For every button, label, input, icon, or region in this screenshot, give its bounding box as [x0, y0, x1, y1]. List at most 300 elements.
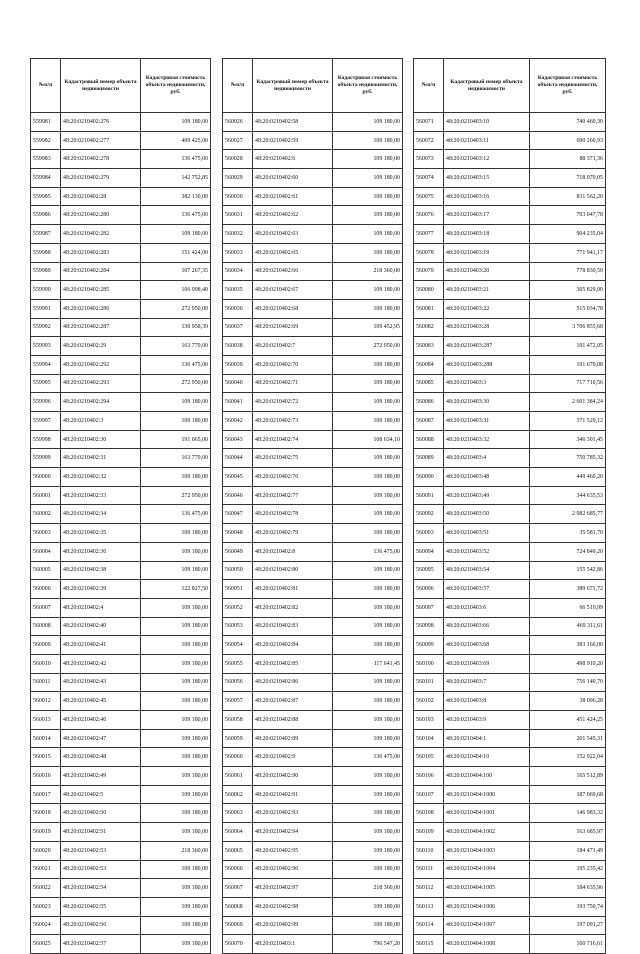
row-number: 559991: [31, 299, 61, 318]
cadastral-number: 48:20:0210402:57: [61, 935, 141, 954]
cadastral-value: 109 180,00: [333, 561, 403, 580]
cadastral-number: 48:20:0210402:294: [61, 393, 141, 412]
cadastral-value: 718 070,05: [530, 169, 606, 188]
cadastral-number: 48:20:0210403:1: [253, 935, 333, 954]
cadastral-number: 48:20:0210402:86: [253, 673, 333, 692]
table-row: [414, 206, 606, 225]
cadastral-number: 48:20:0210402:278: [61, 150, 141, 169]
table-row: [31, 935, 211, 954]
row-number: 560082: [414, 318, 444, 337]
cadastral-value: 109 180,00: [333, 785, 403, 804]
cadastral-number: 48:20:0210402:54: [61, 879, 141, 898]
table-row: [31, 150, 211, 169]
row-number: 560073: [414, 150, 444, 169]
cadastral-value: 740 460,30: [530, 113, 606, 132]
cadastral-value: 109 180,00: [333, 393, 403, 412]
cadastral-number: 48:20:0210403:10: [444, 113, 530, 132]
row-number: 560005: [31, 561, 61, 580]
table-row: [414, 561, 606, 580]
cadastral-number: 48:20:0210403:288: [444, 355, 530, 374]
table-row: [414, 692, 606, 711]
cadastral-number: 48:20:0210402:55: [61, 897, 141, 916]
cadastral-value: 136 475,00: [141, 206, 211, 225]
row-number: 560010: [31, 654, 61, 673]
table-row: [223, 916, 403, 935]
cadastral-value: 469 311,61: [530, 617, 606, 636]
row-number: 560109: [414, 823, 444, 842]
row-number: 560071: [414, 113, 444, 132]
cadastral-number: 48:20:0210402:34: [61, 505, 141, 524]
cadastral-number: 48:20:0210402:90: [253, 767, 333, 786]
cadastral-number: 48:20:0210402:28: [61, 187, 141, 206]
cadastral-value: 109 180,00: [333, 823, 403, 842]
cadastral-number: 48:20:0210402:60: [253, 169, 333, 188]
table-row: [223, 169, 403, 188]
row-number: 560101: [414, 673, 444, 692]
cadastral-number: 48:20:0210404:1006: [444, 897, 530, 916]
registry-table-1: [30, 58, 211, 954]
cadastral-value: 109 180,00: [141, 935, 211, 954]
cadastral-value: 191 670,08: [530, 355, 606, 374]
row-number: 560040: [223, 374, 253, 393]
cadastral-value: 778 830,50: [530, 262, 606, 281]
cadastral-value: 109 180,00: [333, 150, 403, 169]
table-row: [31, 505, 211, 524]
cadastral-number: 48:20:0210403:3: [444, 374, 530, 393]
cadastral-value: 109 180,00: [333, 916, 403, 935]
row-number: 559986: [31, 206, 61, 225]
cadastral-number: 48:20:0210402:79: [253, 524, 333, 543]
cadastral-number: 48:20:0210402:53: [61, 860, 141, 879]
row-number: 560007: [31, 598, 61, 617]
cadastral-value: 130 958,39: [141, 318, 211, 337]
row-number: 560014: [31, 729, 61, 748]
header-num: №п/п: [31, 59, 61, 113]
row-number: 560080: [414, 281, 444, 300]
row-number: 560021: [31, 860, 61, 879]
row-number: 560002: [31, 505, 61, 524]
row-number: 560055: [223, 654, 253, 673]
cadastral-value: 703 047,78: [530, 206, 606, 225]
cadastral-value: 109 180,00: [333, 860, 403, 879]
row-number: 560084: [414, 355, 444, 374]
cadastral-number: 48:20:0210402:88: [253, 711, 333, 730]
cadastral-number: 48:20:0210402:35: [61, 524, 141, 543]
cadastral-number: 48:20:0210402:277: [61, 131, 141, 150]
cadastral-value: 109 180,00: [141, 598, 211, 617]
row-number: 560051: [223, 580, 253, 599]
cadastral-number: 48:20:0210404:1005: [444, 879, 530, 898]
cadastral-number: 48:20:0210402:40: [61, 617, 141, 636]
row-number: 560114: [414, 916, 444, 935]
table-row: [414, 281, 606, 300]
row-number: 560015: [31, 748, 61, 767]
cadastral-number: 48:20:0210402:66: [253, 262, 333, 281]
cadastral-value: 904 235,04: [530, 225, 606, 244]
cadastral-number: 48:20:0210402:6: [253, 150, 333, 169]
cadastral-number: 48:20:0210402:68: [253, 299, 333, 318]
cadastral-value: 142 752,85: [141, 169, 211, 188]
cadastral-number: 48:20:0210402:71: [253, 374, 333, 393]
table-row: [31, 542, 211, 561]
cadastral-number: 48:20:0210402:50: [61, 804, 141, 823]
table-row: [31, 692, 211, 711]
row-number: 560035: [223, 281, 253, 300]
table-row: [31, 711, 211, 730]
cadastral-value: 109 180,00: [333, 692, 403, 711]
header-row: [31, 59, 211, 113]
table-row: [31, 169, 211, 188]
row-number: 560038: [223, 337, 253, 356]
table-row: [414, 879, 606, 898]
cadastral-number: 48:20:0210403:16: [444, 187, 530, 206]
row-number: 560047: [223, 505, 253, 524]
row-number: 560028: [223, 150, 253, 169]
cadastral-value: 122 827,50: [141, 580, 211, 599]
header-cadastral-number: Кадастровый номер объекта недвижимости: [444, 59, 530, 113]
cadastral-number: 48:20:0210402:9: [253, 748, 333, 767]
cadastral-value: 88 371,36: [530, 150, 606, 169]
table-row: [31, 355, 211, 374]
row-number: 560016: [31, 767, 61, 786]
row-number: 559995: [31, 374, 61, 393]
cadastral-number: 48:20:0210402:285: [61, 281, 141, 300]
cadastral-value: 109 180,00: [333, 767, 403, 786]
cadastral-value: 136 475,00: [333, 748, 403, 767]
cadastral-value: 109 180,00: [141, 748, 211, 767]
table-row: [414, 748, 606, 767]
cadastral-value: 451 424,25: [530, 711, 606, 730]
cadastral-number: 48:20:0210403:15: [444, 169, 530, 188]
cadastral-number: 48:20:0210403:66: [444, 617, 530, 636]
table-row: [414, 113, 606, 132]
cadastral-number: 48:20:0210403:31: [444, 412, 530, 431]
cadastral-number: 48:20:0210402:4: [61, 598, 141, 617]
cadastral-number: 48:20:0210404:1001: [444, 804, 530, 823]
table-row: [31, 262, 211, 281]
table-row: [414, 542, 606, 561]
cadastral-number: 48:20:0210402:78: [253, 505, 333, 524]
row-number: 560037: [223, 318, 253, 337]
cadastral-number: 48:20:0210402:83: [253, 617, 333, 636]
cadastral-value: 2 601 384,24: [530, 393, 606, 412]
table-row: [31, 767, 211, 786]
row-number: 560001: [31, 486, 61, 505]
row-number: 560024: [31, 916, 61, 935]
row-number: 559993: [31, 337, 61, 356]
cadastral-number: 48:20:0210402:293: [61, 374, 141, 393]
cadastral-value: 109 180,00: [333, 187, 403, 206]
cadastral-number: 48:20:0210403:21: [444, 281, 530, 300]
row-number: 560059: [223, 729, 253, 748]
table-row: [223, 187, 403, 206]
header-row: [414, 59, 606, 113]
table-row: [414, 804, 606, 823]
row-number: 560034: [223, 262, 253, 281]
row-number: 560042: [223, 412, 253, 431]
cadastral-number: 48:20:0210402:48: [61, 748, 141, 767]
table-row: [223, 879, 403, 898]
cadastral-number: 48:20:0210402:47: [61, 729, 141, 748]
row-number: 560049: [223, 542, 253, 561]
row-number: 560096: [414, 580, 444, 599]
table-row: [414, 617, 606, 636]
cadastral-value: 151 424,00: [141, 243, 211, 262]
cadastral-value: 796 547,20: [333, 935, 403, 954]
cadastral-number: 48:20:0210402:76: [253, 468, 333, 487]
cadastral-value: 136 475,00: [333, 542, 403, 561]
table-row: [414, 318, 606, 337]
cadastral-number: 48:20:0210402:81: [253, 580, 333, 599]
cadastral-value: 109 180,00: [141, 897, 211, 916]
table-row: [414, 150, 606, 169]
cadastral-value: 498 910,20: [530, 654, 606, 673]
cadastral-number: 48:20:0210403:32: [444, 430, 530, 449]
cadastral-value: 109 180,00: [333, 113, 403, 132]
cadastral-value: 66 510,99: [530, 598, 606, 617]
table-row: [414, 262, 606, 281]
cadastral-number: 48:20:0210404:1004: [444, 860, 530, 879]
table-row: [31, 187, 211, 206]
row-number: 560098: [414, 617, 444, 636]
cadastral-value: 382 130,00: [141, 187, 211, 206]
row-number: 560092: [414, 505, 444, 524]
cadastral-value: 109 180,00: [141, 113, 211, 132]
row-number: 560000: [31, 468, 61, 487]
cadastral-value: 163 770,00: [141, 449, 211, 468]
row-number: 560097: [414, 598, 444, 617]
table-row: [31, 841, 211, 860]
row-number: 559999: [31, 449, 61, 468]
table-row: [31, 598, 211, 617]
cadastral-number: 48:20:0210402:280: [61, 206, 141, 225]
cadastral-number: 48:20:0210403:18: [444, 225, 530, 244]
cadastral-value: 272 950,00: [141, 486, 211, 505]
cadastral-number: 48:20:0210402:292: [61, 355, 141, 374]
cadastral-number: 48:20:0210402:61: [253, 187, 333, 206]
cadastral-number: 48:20:0210402:46: [61, 711, 141, 730]
row-number: 560004: [31, 542, 61, 561]
cadastral-number: 48:20:0210402:5: [61, 785, 141, 804]
table-row: [414, 169, 606, 188]
row-number: 560103: [414, 711, 444, 730]
table-row: [223, 299, 403, 318]
table-row: [31, 243, 211, 262]
cadastral-number: 48:20:0210402:77: [253, 486, 333, 505]
cadastral-value: 690 260,93: [530, 131, 606, 150]
row-number: 560089: [414, 449, 444, 468]
cadastral-value: 136 475,00: [141, 505, 211, 524]
row-number: 560087: [414, 412, 444, 431]
table-row: [31, 673, 211, 692]
row-number: 559998: [31, 430, 61, 449]
table-row: [223, 113, 403, 132]
cadastral-value: 184 471,49: [530, 841, 606, 860]
table-row: [223, 617, 403, 636]
cadastral-number: 48:20:0210403:19: [444, 243, 530, 262]
cadastral-value: 109 180,00: [141, 692, 211, 711]
row-number: 560061: [223, 767, 253, 786]
cadastral-number: 48:20:0210403:8: [444, 692, 530, 711]
cadastral-value: 756 140,70: [530, 673, 606, 692]
table-row: [414, 897, 606, 916]
row-number: 560095: [414, 561, 444, 580]
cadastral-value: 109 180,00: [333, 374, 403, 393]
cadastral-number: 48:20:0210402:59: [253, 131, 333, 150]
cadastral-value: 109 180,00: [141, 654, 211, 673]
row-number: 560052: [223, 598, 253, 617]
table-row: [223, 748, 403, 767]
table-row: [31, 860, 211, 879]
row-number: 560108: [414, 804, 444, 823]
row-number: 560112: [414, 879, 444, 898]
row-number: 560057: [223, 692, 253, 711]
row-number: 560086: [414, 393, 444, 412]
cadastral-value: 109 180,00: [141, 468, 211, 487]
row-number: 559984: [31, 169, 61, 188]
table-row: [223, 449, 403, 468]
row-number: 560046: [223, 486, 253, 505]
cadastral-number: 48:20:0210402:95: [253, 841, 333, 860]
row-number: 560104: [414, 729, 444, 748]
row-number: 560039: [223, 355, 253, 374]
row-number: 560066: [223, 860, 253, 879]
table-row: [31, 486, 211, 505]
cadastral-value: 109 180,00: [141, 711, 211, 730]
cadastral-value: 106 998,40: [141, 281, 211, 300]
cadastral-number: 48:20:0210403:30: [444, 393, 530, 412]
cadastral-value: 409 425,00: [141, 131, 211, 150]
row-number: 560072: [414, 131, 444, 150]
table-row: [31, 468, 211, 487]
table-row: [31, 281, 211, 300]
table-row: [31, 113, 211, 132]
table-row: [414, 430, 606, 449]
row-number: 560102: [414, 692, 444, 711]
table-row: [223, 598, 403, 617]
cadastral-number: 48:20:0210403:51: [444, 524, 530, 543]
cadastral-number: 48:20:0210402:36: [61, 542, 141, 561]
table-row: [223, 468, 403, 487]
table-row: [223, 430, 403, 449]
cadastral-value: 750 785,32: [530, 449, 606, 468]
header-num: №п/п: [414, 59, 444, 113]
cadastral-number: 48:20:0210403:50: [444, 505, 530, 524]
cadastral-number: 48:20:0210402:56: [61, 916, 141, 935]
table-row: [31, 729, 211, 748]
table-row: [31, 412, 211, 431]
cadastral-number: 48:20:0210404:1008: [444, 935, 530, 954]
table-row: [223, 823, 403, 842]
row-number: 560069: [223, 916, 253, 935]
table-row: [31, 879, 211, 898]
cadastral-number: 48:20:0210402:33: [61, 486, 141, 505]
cadastral-value: 109 180,00: [141, 561, 211, 580]
cadastral-value: 771 941,17: [530, 243, 606, 262]
cadastral-value: 152 922,04: [530, 748, 606, 767]
row-number: 560008: [31, 617, 61, 636]
cadastral-number: 48:20:0210403:20: [444, 262, 530, 281]
table-row: [414, 580, 606, 599]
table-row: [223, 412, 403, 431]
cadastral-number: 48:20:0210404:1002: [444, 823, 530, 842]
cadastral-number: 48:20:0210403:6: [444, 598, 530, 617]
cadastral-number: 48:20:0210403:11: [444, 131, 530, 150]
table-row: [31, 318, 211, 337]
cadastral-number: 48:20:0210402:85: [253, 654, 333, 673]
row-number: 560044: [223, 449, 253, 468]
row-number: 560100: [414, 654, 444, 673]
table-row: [31, 823, 211, 842]
cadastral-value: 831 562,20: [530, 187, 606, 206]
cadastral-value: 344 635,53: [530, 486, 606, 505]
cadastral-number: 48:20:0210402:80: [253, 561, 333, 580]
cadastral-number: 48:20:0210402:53: [61, 841, 141, 860]
table-row: [31, 430, 211, 449]
cadastral-number: 48:20:0210402:283: [61, 243, 141, 262]
row-number: 560091: [414, 486, 444, 505]
row-number: 560019: [31, 823, 61, 842]
table-row: [223, 524, 403, 543]
table-row: [31, 206, 211, 225]
cadastral-value: 109 180,00: [141, 636, 211, 655]
cadastral-number: 48:20:0210402:31: [61, 449, 141, 468]
cadastral-value: 109 180,00: [333, 355, 403, 374]
row-number: 560043: [223, 430, 253, 449]
cadastral-number: 48:20:0210402:279: [61, 169, 141, 188]
cadastral-value: 109 180,00: [333, 580, 403, 599]
cadastral-number: 48:20:0210402:43: [61, 673, 141, 692]
table-row: [223, 374, 403, 393]
table-row: [31, 393, 211, 412]
cadastral-number: 48:20:0210402:58: [253, 113, 333, 132]
cadastral-value: 107 267,35: [141, 262, 211, 281]
cadastral-number: 48:20:0210402:87: [253, 692, 333, 711]
table-row: [414, 355, 606, 374]
table-row: [223, 131, 403, 150]
cadastral-value: 163 685,97: [530, 823, 606, 842]
table-row: [223, 636, 403, 655]
table-row: [31, 449, 211, 468]
table-row: [223, 561, 403, 580]
table-row: [414, 823, 606, 842]
row-number: 560068: [223, 897, 253, 916]
row-number: 559997: [31, 412, 61, 431]
header-cadastral-value: Кадастровая стоимость объекта недвижимости, руб.: [333, 59, 403, 113]
cadastral-value: 160 716,61: [530, 935, 606, 954]
cadastral-value: 109 180,00: [333, 412, 403, 431]
table-row: [414, 524, 606, 543]
cadastral-value: 109 180,00: [141, 804, 211, 823]
table-row: [31, 748, 211, 767]
row-number: 560113: [414, 897, 444, 916]
table-row: [223, 692, 403, 711]
row-number: 560076: [414, 206, 444, 225]
cadastral-value: 389 671,72: [530, 580, 606, 599]
row-number: 560054: [223, 636, 253, 655]
cadastral-number: 48:20:0210402:73: [253, 412, 333, 431]
row-number: 560078: [414, 243, 444, 262]
cadastral-value: 717 710,56: [530, 374, 606, 393]
table-row: [223, 729, 403, 748]
row-number: 560067: [223, 879, 253, 898]
cadastral-number: 48:20:0210402:41: [61, 636, 141, 655]
cadastral-value: 191 065,00: [141, 430, 211, 449]
cadastral-number: 48:20:0210402:62: [253, 206, 333, 225]
row-number: 560065: [223, 841, 253, 860]
cadastral-value: 109 180,00: [333, 729, 403, 748]
table-row: [414, 654, 606, 673]
